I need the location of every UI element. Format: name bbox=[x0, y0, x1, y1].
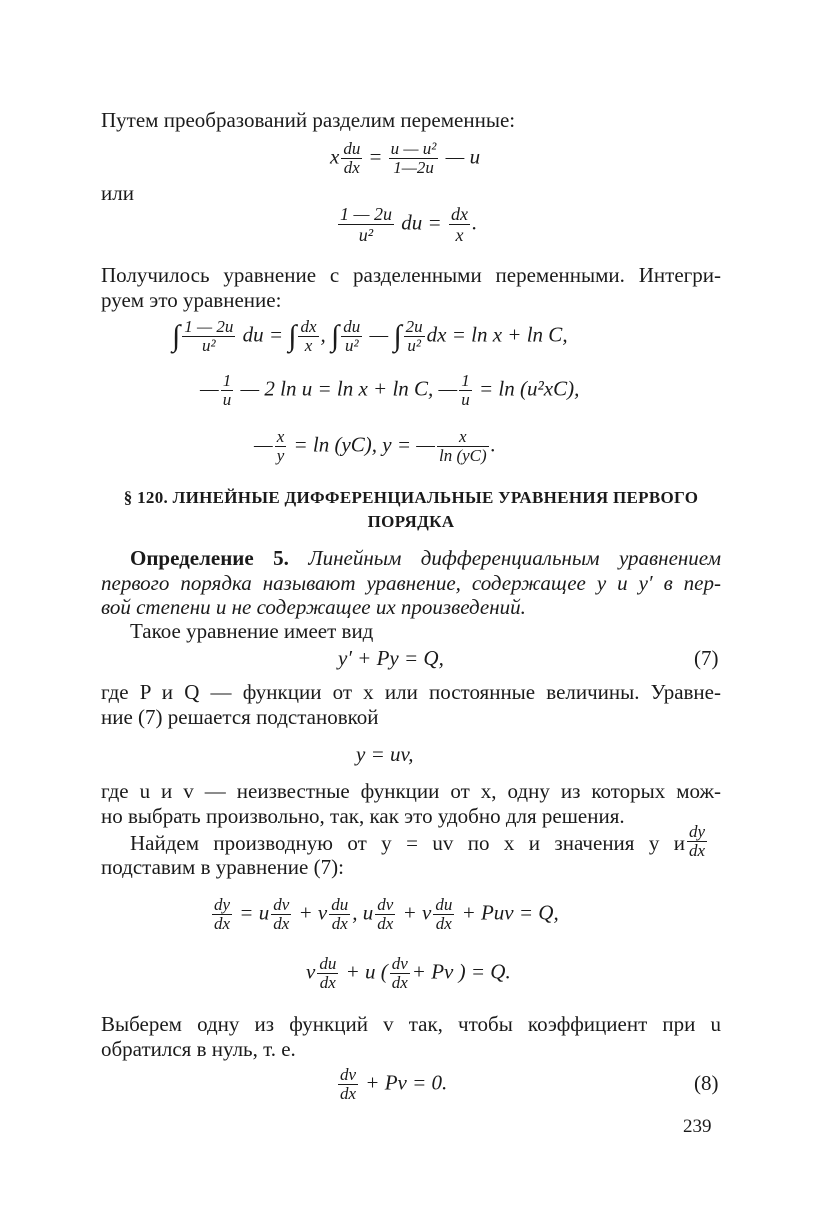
paragraph-line: где P и Q — функции от x или постоянные величины. Уравне- bbox=[101, 680, 721, 704]
definition-title: Определение 5. bbox=[130, 546, 289, 570]
fraction: $\frac{x}{y}$ bbox=[276, 427, 285, 465]
equation-integral: ∫ $\frac{1 — 2u}{\text{u²}}$ du = ∫ $\frac{dx}{x}$ , ∫ $\frac{du}{\text{u²}}$ — ∫ $\frac{2u}{\text{u²}}$ dx = ln x + ln C, bbox=[172, 317, 568, 355]
equation-derivative: $\frac{dy}{dx}$ = u $\frac{dv}{dx}$ + v $\frac{du}{dx}$ , u $\frac{dv}{dx}$ + v $\frac{du}{dx}$ + Puv = Q, bbox=[214, 895, 559, 933]
equation-solution: — $\frac{x}{y}$ = ln (yC), y = — $\frac{x}{\ln (yC)}$ . bbox=[254, 427, 496, 465]
paragraph-line: обратился в нуль, т. е. bbox=[101, 1037, 296, 1061]
fraction: $\frac{du}{\text{u²}}$ bbox=[343, 317, 361, 355]
fraction: $\frac{1}{u}$ bbox=[461, 371, 470, 409]
fraction: $\frac{dv}{dx}$ bbox=[340, 1065, 357, 1103]
definition-line: Определение 5. Линейным дифференциальным уравнением bbox=[130, 546, 722, 570]
equation-number: (8) bbox=[694, 1071, 719, 1095]
or-word: или bbox=[101, 181, 134, 205]
paragraph-line: подставим в уравнение (7): bbox=[101, 855, 344, 879]
paragraph-line: Выберем одну из функций v так, чтобы коэффициент при u bbox=[101, 1012, 721, 1036]
fraction: $\frac{dx}{x}$ bbox=[450, 204, 468, 245]
fraction: $\frac{du}{dx}$ bbox=[343, 139, 361, 177]
fraction: $\frac{x}{\ln (yC)}$ bbox=[438, 427, 487, 465]
paragraph-line: руем это уравнение: bbox=[101, 288, 282, 312]
fraction: $\frac{1 — 2u}{\text{u²}}$ bbox=[184, 317, 234, 355]
paragraph-line: ние (7) решается подстановкой bbox=[101, 705, 379, 729]
definition-line: вой степени и не содержащее их произведений. bbox=[101, 595, 526, 619]
equation-substitution: y = uv, bbox=[356, 742, 414, 766]
paragraph-line: Получилось уравнение с разделенными переменными. Интегри- bbox=[101, 263, 721, 287]
paragraph-line: Такое уравнение имеет вид bbox=[130, 619, 374, 643]
fraction: $\frac{1}{u}$ bbox=[222, 371, 232, 409]
equation-log: — $\frac{1}{u}$ — 2 ln u = ln x + ln C, — $\frac{1}{u}$ = ln (u²xC), bbox=[200, 371, 580, 409]
section-heading-cont: ПОРЯДКА bbox=[367, 512, 455, 531]
paragraph-line: Найдем производную от y = uv по x и значения y и $\frac{dy}{dx}$ bbox=[130, 822, 706, 860]
definition-line: первого порядка называют уравнение, содержащее y и y′ в пер- bbox=[101, 571, 721, 595]
fraction: $\frac{dx}{x}$ bbox=[300, 317, 317, 355]
fraction: $\frac{du}{dx}$ bbox=[435, 895, 453, 933]
fraction: $\frac{\text{u — u²}}{1—2u}$ bbox=[390, 139, 437, 177]
equation-7: y′ + Py = Q, bbox=[338, 646, 444, 670]
equation-separated: $\frac{1 — 2u}{\text{u²}}$ du = $\frac{dx}{x}$ . bbox=[340, 204, 478, 245]
fraction: $\frac{dv}{dx}$ bbox=[377, 895, 394, 933]
equation-grouped: v $\frac{du}{dx}$ + u ( $\frac{dv}{dx}$ + Pv ) = Q. bbox=[306, 954, 511, 992]
fraction: $\frac{dy}{dx}$ bbox=[214, 895, 231, 933]
paragraph-line: где u и v — неизвестные функции от x, одну из которых мож- bbox=[101, 779, 721, 803]
intro-line: Путем преобразований разделим переменные: bbox=[101, 108, 516, 132]
paragraph-line: но выбрать произвольно, так, как это удобно для решения. bbox=[101, 804, 625, 828]
equation-number: (7) bbox=[694, 646, 719, 670]
section-heading: § 120. ЛИНЕЙНЫЕ ДИФФЕРЕНЦИАЛЬНЫЕ УРАВНЕНИЯ ПЕРВОГО bbox=[123, 488, 699, 507]
fraction: $\frac{dy}{dx}$ bbox=[689, 822, 706, 860]
fraction: $\frac{2u}{\text{u²}}$ bbox=[405, 317, 423, 355]
equation-separation: x $\frac{du}{dx}$ = $\frac{\text{u — u²}}{1—2u}$ — u bbox=[330, 139, 481, 177]
fraction: $\frac{1 — 2u}{\text{u²}}$ bbox=[340, 204, 393, 245]
equation-8: $\frac{dv}{dx}$ + Pv = 0. bbox=[340, 1065, 448, 1103]
page-number: 239 bbox=[683, 1116, 712, 1137]
fraction: $\frac{dv}{dx}$ bbox=[273, 895, 290, 933]
fraction: $\frac{dv}{dx}$ bbox=[391, 954, 408, 992]
fraction: $\frac{du}{dx}$ bbox=[331, 895, 349, 933]
fraction: $\frac{du}{dx}$ bbox=[319, 954, 337, 992]
